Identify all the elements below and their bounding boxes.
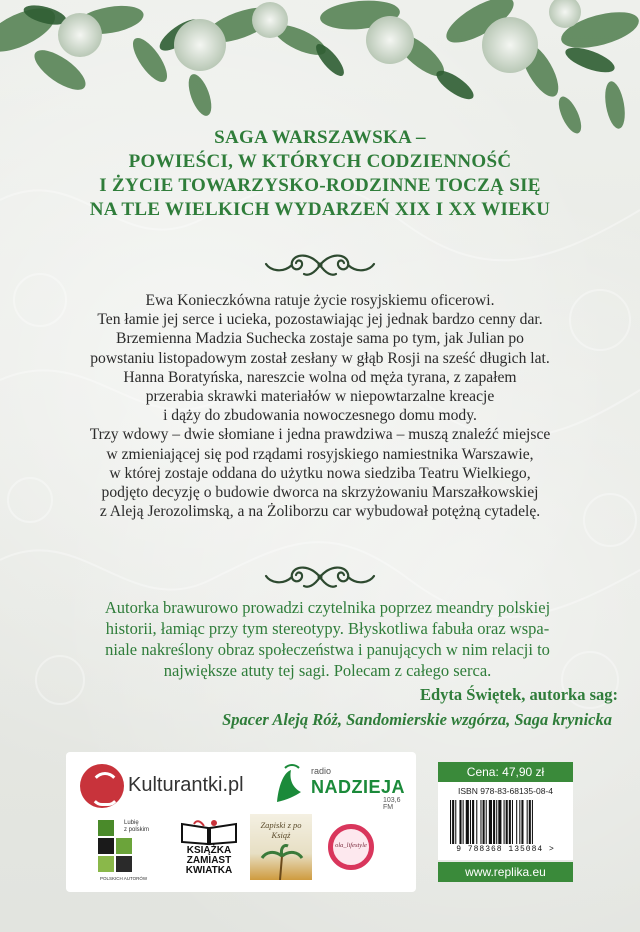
barcode-stripe: [521, 800, 523, 844]
ksiazka-word: KSIĄŻKA: [186, 845, 232, 856]
barcode-stripe: [529, 800, 531, 844]
review-author: Edyta Świętek, autorka sag:: [419, 685, 618, 704]
ksiazka-word: ZAMIAST: [186, 855, 232, 866]
kulturantki-logo-text: Kulturantki.pl: [128, 774, 244, 796]
barcode-stripe: [496, 800, 497, 844]
barcode-stripe: [455, 800, 456, 844]
description-line: Brzemienna Madzia Suchecka zostaje sama po tym, jak Julian po: [116, 330, 524, 348]
barcode-stripe: [472, 800, 474, 844]
flourish-ornament-icon: [260, 562, 380, 592]
radio-frequency: 103,6 FM: [383, 797, 401, 811]
review-line: historii, łamiąc przy tym stereotypy. Błyskotliwa fabuła oraz wspa-: [105, 619, 550, 638]
barcode-stripe: [498, 800, 501, 844]
barcode-stripe: [466, 800, 469, 844]
radio-wave-icon: [271, 762, 309, 806]
barcode-digits: 9 788368 135084 >: [456, 845, 555, 854]
barcode-stripe: [476, 800, 477, 844]
heading-line: POWIEŚCI, W KTÓRYCH CODZIENNOŚĆ: [128, 151, 512, 172]
barcode-stripe: [532, 800, 533, 844]
barcode-stripe: [489, 800, 492, 844]
barcode-stripe: [509, 800, 511, 844]
barcode-panel: [438, 782, 573, 860]
description-line: powstaniu listopadowym został zesłany w głąb Rosji na sześć długich lat.: [90, 349, 550, 367]
heading-line: SAGA WARSZAWSKA –: [214, 127, 426, 148]
barcode-stripe: [450, 800, 451, 844]
open-book-icon: [174, 818, 244, 846]
barcode-stripe: [463, 800, 464, 844]
ola-lifestyle-logo: [328, 824, 374, 870]
lubie-word: z polskim: [124, 827, 150, 833]
review-author-works: Spacer Aleją Róż, Sandomierskie wzgórza, Saga krynicka: [222, 710, 612, 729]
barcode-stripe: [459, 800, 461, 844]
barcode-stripe: [470, 800, 471, 844]
price-label: Cena: 47,90 zł: [438, 762, 573, 782]
ksiazka-logo-text: [174, 846, 244, 876]
barcode-stripe: [452, 800, 454, 844]
description-line: Ten łamie jej serce i ucieka, pozostawiając jej jednak bardzo cenny dar.: [97, 311, 543, 329]
barcode-stripe: [486, 800, 487, 844]
description-line: Trzy wdowy – dwie słomiane i jedna prawdziwa – muszą znaleźć miejsce: [89, 426, 551, 444]
radio-label: radio: [311, 766, 332, 776]
description-line: Ewa Konieczkówna ratuje życie rosyjskiemu oficerowi.: [145, 292, 495, 309]
review-line: niale nakreślony obraz społeczeństwa i panujących w nim relacji to: [105, 640, 550, 659]
lubie-caption: POLSKICH AUTORÓW: [100, 876, 148, 881]
barcode-stripe: [493, 800, 495, 844]
radio-name: NADZIEJA: [311, 777, 406, 797]
radio-nadzieja-logo: [271, 760, 406, 811]
ksiazka-zamiast-kwiatka-logo: [174, 818, 244, 882]
barcode-stripe: [527, 800, 528, 844]
flourish-ornament-icon: [260, 250, 380, 280]
review-line: największe atuty tej sagi. Polecam z całego serca.: [163, 661, 492, 680]
barcode-stripe: [483, 800, 485, 844]
lubie-text-line: [124, 820, 149, 834]
description-line: Hanna Boratyńska, nareszcie wolna od męża tyrana, z zapałem: [123, 368, 517, 386]
partner-logos-panel: [66, 752, 416, 892]
description-line: podjęto decyzję o budowie dworca na skrzyżowaniu Marszałkowskiej: [101, 484, 539, 502]
isbn-number: ISBN 978-83-68135-08-4: [458, 786, 553, 796]
review-line: Autorka brawurowo prowadzi czytelnika poprzez meandry polskiej: [104, 598, 551, 617]
lubie-word: Lubię: [124, 820, 139, 826]
barcode-stripe: [512, 800, 513, 844]
description-line: z Aleją Jerozolimską, a na Żoliborzu car wybudował potężną cytadelę.: [99, 503, 541, 521]
description-line: w której zostaje oddana do użytku nowa siedziba Teatru Wielkiego,: [109, 464, 531, 482]
ksiazka-word: KWIATKA: [185, 865, 233, 876]
barcode-stripe: [516, 800, 517, 844]
description-line: w zmieniającej się pod rządami rosyjskiego namiestnika Warszawie,: [106, 445, 534, 463]
review-blurb: [40, 597, 615, 681]
zapiski-logo-text: Zapiski z po Książ: [260, 820, 302, 840]
barcode-stripe: [519, 800, 520, 844]
kulturantki-logo: [80, 762, 260, 810]
barcode-stripe: [504, 800, 505, 844]
barcode-stripe: [480, 800, 481, 844]
publisher-website-link[interactable]: www.replika.eu: [438, 862, 573, 882]
lubie-polskich-autorow-logo: [96, 818, 152, 881]
kulturantki-emblem-icon: [80, 764, 124, 808]
heading: [20, 126, 620, 222]
barcode-icon: [448, 800, 563, 844]
description-line: i dąży do zbudowania nowoczesnego domu mody.: [163, 407, 477, 425]
palm-tree-icon: [250, 844, 312, 880]
ola-logo-text: ola_lifestyle: [335, 842, 367, 849]
heading-line: NA TLE WIELKICH WYDARZEŃ XIX I XX WIEKU: [89, 199, 551, 220]
zapiski-blog-logo: [250, 814, 312, 880]
heading-line: I ŻYCIE TOWARZYSKO-RODZINNE TOCZĄ SIĘ: [99, 175, 541, 196]
description-line: przerabia skrawki materiałów w niepowtarzalne kreacje: [145, 388, 495, 406]
barcode-stripe: [506, 800, 508, 844]
book-description: [30, 291, 610, 521]
